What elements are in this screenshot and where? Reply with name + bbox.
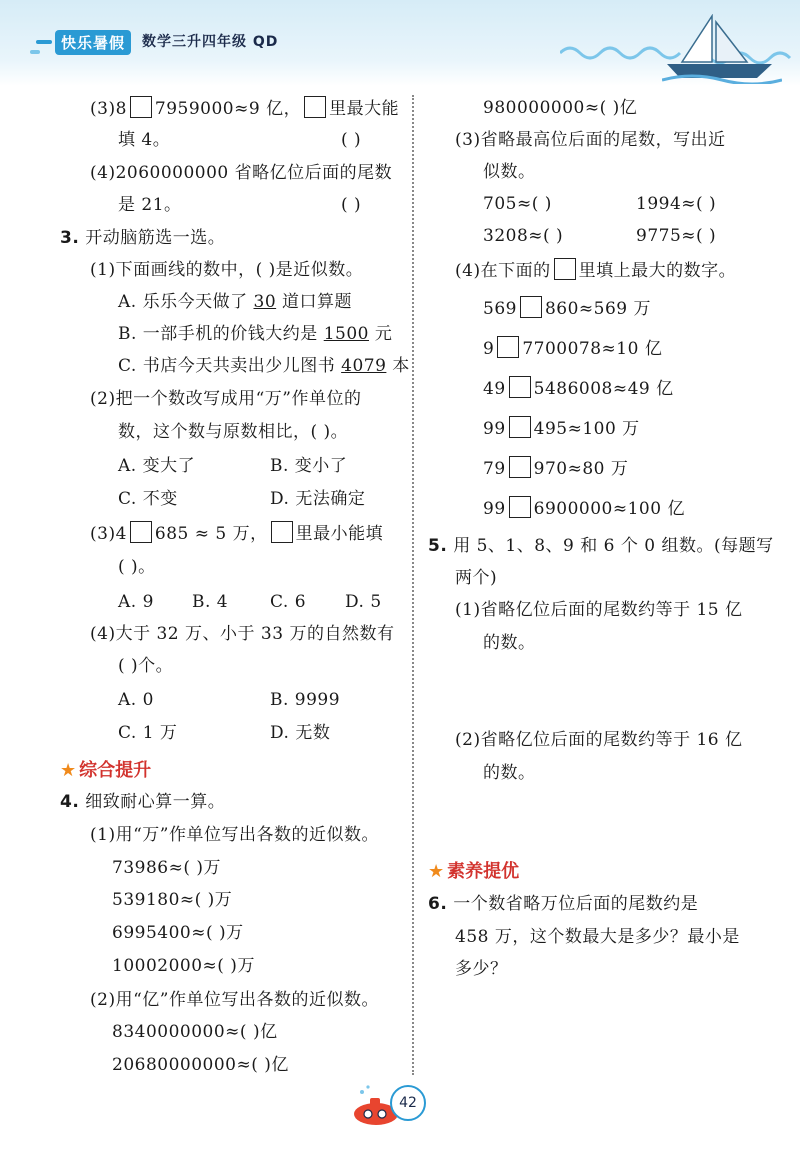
section-heading: ★ 素养提优 — [428, 861, 520, 882]
header-dash — [30, 50, 40, 54]
fill-digit-row: 79 970≈80 万 — [483, 456, 628, 481]
fill-digit-row: 9 7700078≈10 亿 — [483, 336, 662, 361]
fill-digit-row: 569 860≈569 万 — [483, 296, 651, 321]
q2-3-line1: (3)8 7959000≈9 亿， 里最大能 — [90, 96, 399, 121]
answer-box[interactable] — [271, 521, 293, 543]
answer-box[interactable] — [130, 521, 152, 543]
q3-4-option-c[interactable]: C. 1 万 — [118, 723, 178, 743]
q3-3-option-c[interactable]: C. 6 — [270, 592, 307, 612]
q5-2-stem: (2)省略亿位后面的尾数约等于 16 亿 — [455, 730, 743, 750]
q4-3-item[interactable]: 9775≈( ) — [636, 226, 717, 246]
q3-2-stem: (2)把一个数改写成用“万”作单位的 — [90, 389, 362, 409]
fill-digit-row: 49 5486008≈49 亿 — [483, 376, 674, 401]
q3-3-option-b[interactable]: B. 4 — [192, 592, 229, 612]
q3-1-option-b[interactable]: B. 一部手机的价钱大约是 1500 元 — [118, 324, 393, 344]
answer-box[interactable] — [509, 456, 531, 478]
q4-2-item[interactable]: 20680000000≈( )亿 — [112, 1055, 289, 1075]
q3-1-option-a[interactable]: A. 乐乐今天做了 30 道口算题 — [118, 292, 353, 312]
q4-2-stem: (2)用“亿”作单位写出各数的近似数。 — [90, 990, 379, 1010]
q4-title: 4. 细致耐心算一算。 — [60, 792, 226, 812]
q5-2-stem: 的数。 — [483, 763, 536, 783]
q4-3-item[interactable]: 3208≈( ) — [483, 226, 564, 246]
star-icon: ★ — [60, 760, 77, 781]
answer-box[interactable] — [509, 376, 531, 398]
q3-2-option-c[interactable]: C. 不变 — [118, 489, 178, 509]
q4-1-item[interactable]: 539180≈( )万 — [112, 890, 233, 910]
answer-box[interactable] — [497, 336, 519, 358]
q3-3-option-d[interactable]: D. 5 — [345, 592, 382, 612]
q6-stem: 多少？ — [455, 959, 508, 979]
q5-1-stem: 的数。 — [483, 633, 536, 653]
q5-stem: 两个) — [455, 568, 498, 588]
brand-label: 快乐暑假 — [55, 30, 131, 55]
q2-3-line2: 填 4。 — [118, 130, 171, 150]
q4-3-stem: (3)省略最高位后面的尾数，写出近 — [455, 130, 726, 150]
q4-1-item[interactable]: 10002000≈( )万 — [112, 956, 255, 976]
q6-stem: 458 万，这个数最大是多少？最小是 — [455, 927, 740, 947]
judge-paren[interactable]: ( ) — [341, 195, 362, 215]
q3-3-option-a[interactable]: A. 9 — [118, 592, 154, 612]
q4-2-item[interactable]: 980000000≈( )亿 — [483, 98, 638, 118]
book-subtitle: 数学三升四年级 QD — [142, 34, 279, 50]
q5-1-stem: (1)省略亿位后面的尾数约等于 15 亿 — [455, 600, 743, 620]
header-dash — [36, 40, 52, 44]
q4-2-item[interactable]: 8340000000≈( )亿 — [112, 1022, 278, 1042]
q3-4-option-b[interactable]: B. 9999 — [270, 690, 341, 710]
answer-box[interactable] — [509, 416, 531, 438]
q6-stem: 6. 一个数省略万位后面的尾数约是 — [428, 894, 699, 914]
q3-3-answer[interactable]: ( )。 — [118, 557, 156, 577]
answer-box[interactable] — [130, 96, 152, 118]
q3-2-stem: 数，这个数与原数相比，( )。 — [118, 422, 349, 442]
fill-digit-row: 99 6900000≈100 亿 — [483, 496, 685, 521]
answer-box[interactable] — [520, 296, 542, 318]
q3-2-option-a[interactable]: A. 变大了 — [118, 456, 196, 476]
q2-4-line2: 是 21。 — [118, 195, 182, 215]
q4-4-stem: (4)在下面的 里填上最大的数字。 — [455, 258, 736, 283]
q3-2-option-d[interactable]: D. 无法确定 — [270, 489, 366, 509]
q3-3-stem: (3)4 685 ≈ 5 万， 里最小能填 — [90, 521, 383, 546]
q3-4-option-a[interactable]: A. 0 — [118, 690, 154, 710]
section-heading: ★ 综合提升 — [60, 760, 152, 781]
star-icon: ★ — [428, 861, 445, 882]
q3-4-stem: (4)大于 32 万、小于 33 万的自然数有 — [90, 624, 395, 644]
answer-box[interactable] — [509, 496, 531, 518]
q3-4-answer[interactable]: ( )个。 — [118, 656, 174, 676]
q3-2-option-b[interactable]: B. 变小了 — [270, 456, 348, 476]
q3-1-option-c[interactable]: C. 书店今天共卖出少儿图书 4079 本 — [118, 356, 410, 376]
q4-1-stem: (1)用“万”作单位写出各数的近似数。 — [90, 825, 379, 845]
answer-box[interactable] — [304, 96, 326, 118]
column-divider — [412, 95, 414, 1075]
sailboat-icon — [662, 14, 782, 84]
q3-title: 3. 开动脑筋选一选。 — [60, 228, 226, 248]
q3-1-stem: (1)下面画线的数中，( )是近似数。 — [90, 260, 364, 280]
q4-3-item[interactable]: 705≈( ) — [483, 194, 552, 214]
answer-box — [554, 258, 576, 280]
page-number: 42 — [390, 1085, 426, 1121]
q4-1-item[interactable]: 73986≈( )万 — [112, 858, 221, 878]
q3-4-option-d[interactable]: D. 无数 — [270, 723, 331, 743]
q4-1-item[interactable]: 6995400≈( )万 — [112, 923, 244, 943]
q2-4-line1: (4)2060000000 省略亿位后面的尾数 — [90, 163, 393, 183]
q4-3-stem: 似数。 — [483, 162, 536, 182]
q5-stem: 5. 用 5、1、8、9 和 6 个 0 组数。(每题写 — [428, 536, 774, 556]
fill-digit-row: 99 495≈100 万 — [483, 416, 640, 441]
judge-paren[interactable]: ( ) — [341, 130, 362, 150]
page-header — [0, 0, 800, 92]
q4-3-item[interactable]: 1994≈( ) — [636, 194, 717, 214]
